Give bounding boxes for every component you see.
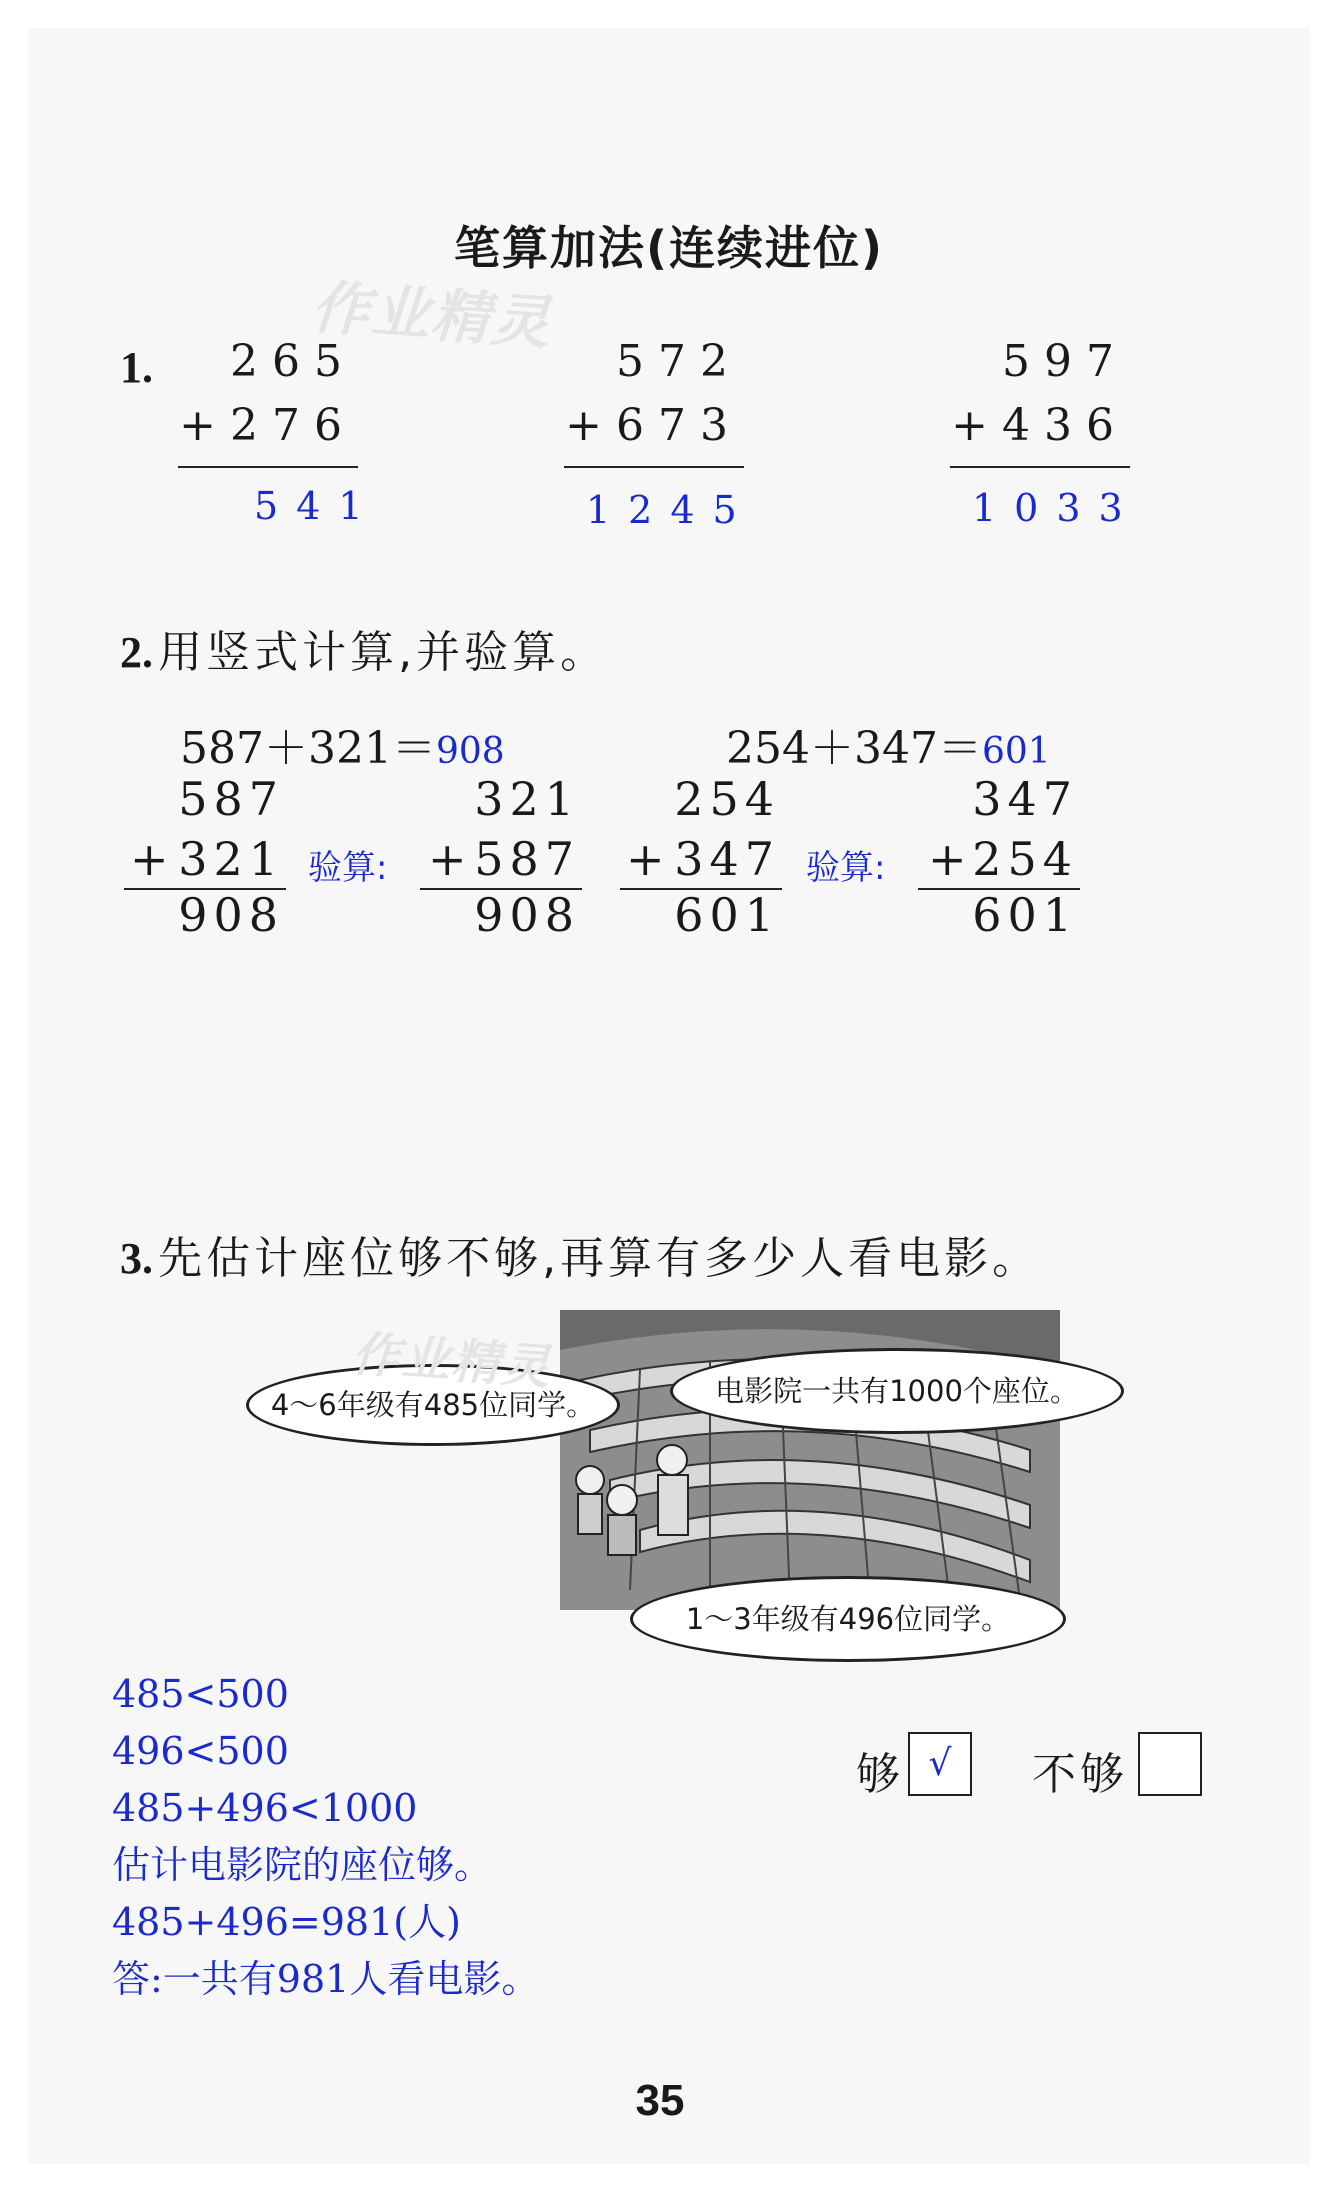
answer-line-5: 485+496=981(人) bbox=[112, 1900, 461, 1944]
enough-checkbox[interactable]: √ bbox=[908, 1732, 972, 1796]
q1-p2-rule bbox=[564, 466, 744, 468]
q1-p2-answer: 1245 bbox=[586, 488, 755, 532]
speech-bubble-grades-4-6: 4～6年级有485位同学。 bbox=[246, 1364, 620, 1446]
q2-col2-bottom: 587 bbox=[474, 832, 580, 886]
enough-label: 够 bbox=[856, 1749, 904, 1800]
q1-p3-addend-a: 597 bbox=[1002, 336, 1128, 387]
speech-bubble-cinema-seats: 电影院一共有1000个座位。 bbox=[670, 1348, 1124, 1434]
q1-p3-answer: 1033 bbox=[972, 486, 1141, 530]
q2-col1-result: 908 bbox=[178, 888, 284, 942]
q2-heading bbox=[120, 616, 608, 680]
q2-col3-top: 254 bbox=[674, 772, 780, 826]
not-enough-checkbox[interactable] bbox=[1138, 1732, 1202, 1796]
q2-number: 2. bbox=[120, 628, 153, 677]
q2-col1-top: 587 bbox=[178, 772, 284, 826]
q2-verify-label-1: 验算: bbox=[308, 848, 388, 888]
q2-col4-result: 601 bbox=[972, 888, 1078, 942]
q1-p3-rule bbox=[950, 466, 1130, 468]
q3-heading bbox=[120, 1222, 1040, 1286]
q2-col1-bottom: 321 bbox=[178, 832, 284, 886]
page-number: 35 bbox=[635, 2076, 685, 2125]
q2-eq1-answer: 908 bbox=[435, 731, 505, 772]
q2-col4-plus: + bbox=[928, 832, 973, 886]
answer-line-6: 答:一共有981人看电影。 bbox=[112, 1957, 540, 2001]
answer-line-4: 估计电影院的座位够。 bbox=[112, 1843, 493, 1887]
page-title: 笔算加法(连续进位) bbox=[453, 221, 885, 275]
q1-p1-addend-b: +276 bbox=[179, 400, 356, 451]
q2-col2-result: 908 bbox=[474, 888, 580, 942]
speech-bubble-grades-1-3: 1～3年级有496位同学。 bbox=[630, 1576, 1066, 1662]
q2-col4-bottom: 254 bbox=[972, 832, 1078, 886]
answer-line-2: 496<500 bbox=[112, 1729, 289, 1773]
q2-eq2-expression: 254＋347＝ bbox=[726, 723, 982, 774]
q1-number: 1. bbox=[120, 343, 153, 392]
q1-p3-addend-b: +436 bbox=[951, 400, 1128, 451]
q3-number: 3. bbox=[120, 1234, 153, 1283]
q2-equation-1 bbox=[180, 712, 505, 776]
q1-p1-addend-a: 265 bbox=[230, 336, 356, 387]
q2-col3-bottom: 347 bbox=[674, 832, 780, 886]
q2-col2-top: 321 bbox=[474, 772, 580, 826]
q2-col3-result: 601 bbox=[674, 888, 780, 942]
answer-line-3: 485+496<1000 bbox=[112, 1786, 418, 1830]
q1-p1-rule bbox=[178, 466, 358, 468]
q2-col2-plus: + bbox=[428, 832, 473, 886]
watermark: 作业精灵 bbox=[309, 272, 554, 358]
answer-line-1: 485<500 bbox=[112, 1672, 289, 1716]
watermark-2: 作业精灵 bbox=[349, 1326, 554, 1396]
q2-col4-top: 347 bbox=[972, 772, 1078, 826]
q2-instruction: 用竖式计算,并验算。 bbox=[158, 627, 609, 678]
q2-equation-2 bbox=[726, 712, 1051, 776]
q2-col3-plus: + bbox=[626, 832, 671, 886]
q2-eq2-answer: 601 bbox=[981, 731, 1051, 772]
q1-p1-answer: 541 bbox=[254, 484, 381, 528]
answer-block bbox=[112, 1666, 539, 2008]
q2-eq1-expression: 587＋321＝ bbox=[180, 723, 436, 774]
q2-verify-label-2: 验算: bbox=[806, 848, 886, 888]
q1-p2-addend-b: +673 bbox=[565, 400, 742, 451]
not-enough-label: 不够 bbox=[1032, 1749, 1128, 1800]
q2-col1-plus: + bbox=[130, 832, 175, 886]
q3-instruction: 先估计座位够不够,再算有多少人看电影。 bbox=[158, 1233, 1041, 1284]
q1-p2-addend-a: 572 bbox=[616, 336, 742, 387]
